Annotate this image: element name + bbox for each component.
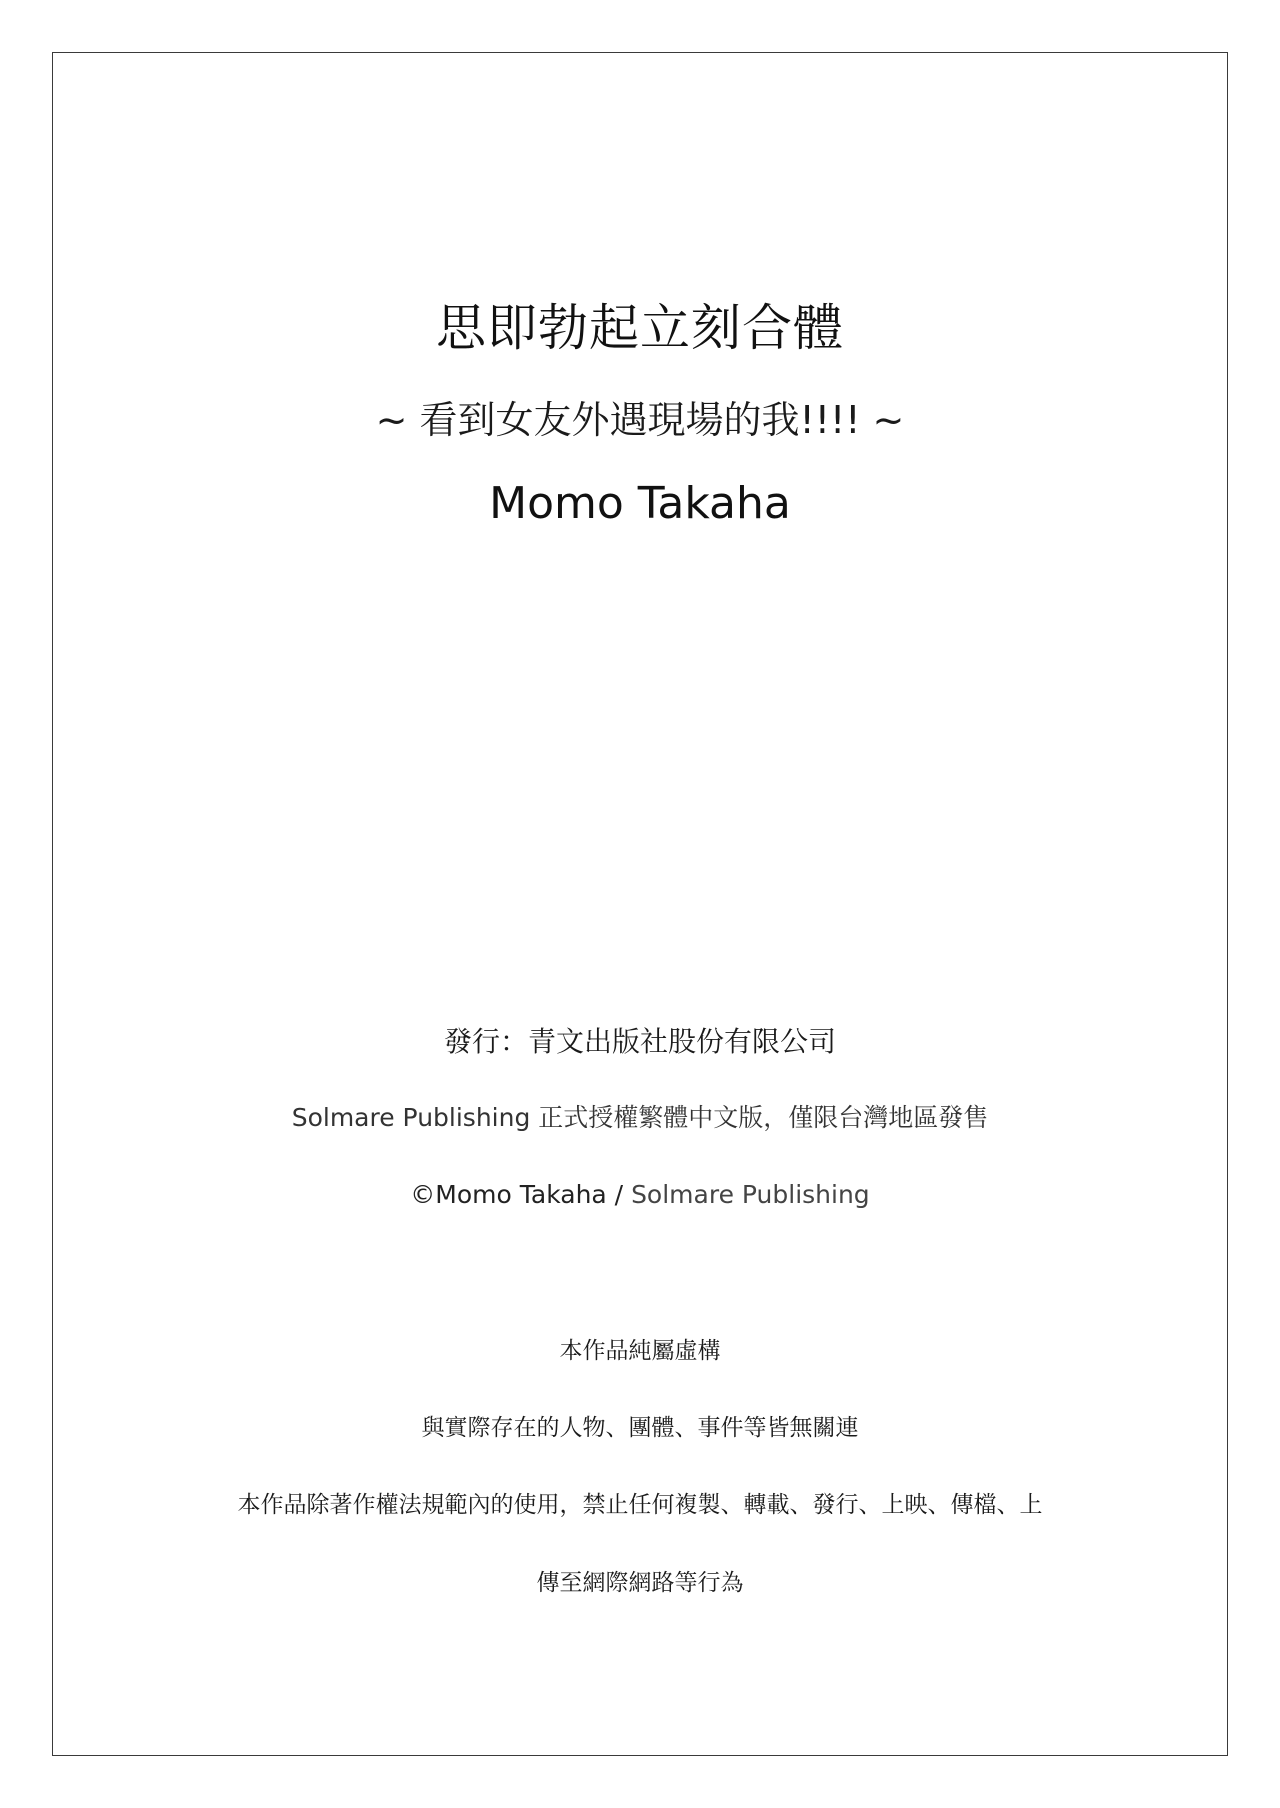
copyright-publisher: Solmare Publishing <box>631 1180 870 1209</box>
book-subtitle: ~ 看到女友外遇現場的我!!!! ~ <box>375 398 905 442</box>
book-author: Momo Takaha <box>489 478 791 529</box>
disclaimer-line: 本作品除著作權法規範內的使用，禁止任何複製、轉載、發行、上映、傳檔、上 <box>237 1492 1043 1518</box>
copyright-author: ©Momo Takaha <box>410 1180 607 1209</box>
disclaimer-line: 本作品純屬虛構 <box>559 1338 721 1364</box>
copyright-separator: / <box>606 1180 632 1209</box>
book-title: 思即勃起立刻合體 <box>436 299 844 357</box>
license-line: Solmare Publishing 正式授權繁體中文版，僅限台灣地區發售 <box>291 1103 989 1132</box>
disclaimer-line: 傳至網際網路等行為 <box>536 1570 744 1596</box>
publisher-line: 發行：青文出版社股份有限公司 <box>443 1025 836 1058</box>
disclaimer-line: 與實際存在的人物、團體、事件等皆無關連 <box>421 1415 859 1441</box>
copyright-line <box>0 1180 1280 1210</box>
